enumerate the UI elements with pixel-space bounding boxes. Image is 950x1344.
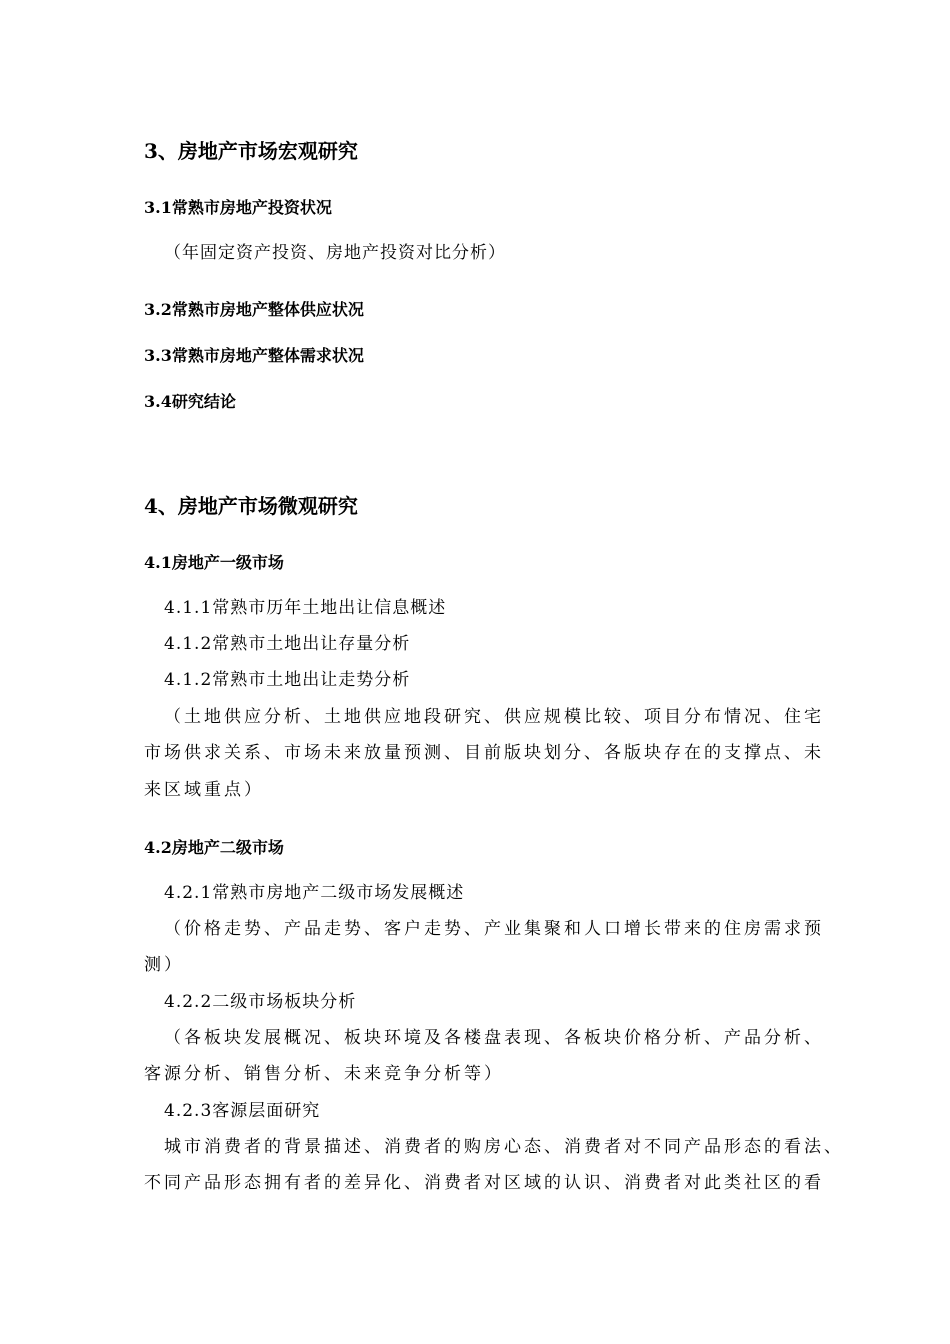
section-4-1-note-line-2: 市场供求关系、市场未来放量预测、目前版块划分、各版块存在的支撑点、未 bbox=[144, 743, 824, 763]
section-4-2-1-item: 4.2.1常熟市房地产二级市场发展概述 bbox=[164, 883, 465, 903]
section-4-2-1-note-line-1: （价格走势、产品走势、客户走势、产业集聚和人口增长带来的住房需求预 bbox=[164, 919, 824, 939]
section-3-2-heading: 3.2常熟市房地产整体供应状况 bbox=[144, 300, 364, 319]
section-4-2-3-text-line-2: 不同产品形态拥有者的差异化、消费者对区域的认识、消费者对此类社区的看 bbox=[144, 1173, 824, 1193]
section-4-1-note-line-1: （土地供应分析、土地供应地段研究、供应规模比较、项目分布情况、住宅 bbox=[164, 707, 824, 727]
section-4-2-2-item: 4.2.2二级市场板块分析 bbox=[164, 992, 357, 1012]
section-4-2-2-note-line-1: （各板块发展概况、板块环境及各楼盘表现、各板块价格分析、产品分析、 bbox=[164, 1028, 824, 1048]
section-3-4-heading: 3.4研究结论 bbox=[144, 392, 236, 411]
section-4-2-heading: 4.2房地产二级市场 bbox=[144, 838, 284, 857]
section-3-1-note: （年固定资产投资、房地产投资对比分析） bbox=[164, 243, 506, 263]
section-4-2-2-note-line-2: 客源分析、销售分析、未来竞争分析等） bbox=[144, 1064, 504, 1084]
section-4-1-1-item: 4.1.1常熟市历年土地出让信息概述 bbox=[164, 598, 447, 618]
section-3-title: 3、房地产市场宏观研究 bbox=[144, 139, 358, 163]
section-3-3-heading: 3.3常熟市房地产整体需求状况 bbox=[144, 346, 364, 365]
section-4-1-2b-item: 4.1.2常熟市土地出让走势分析 bbox=[164, 670, 411, 690]
section-4-title: 4、房地产市场微观研究 bbox=[144, 494, 358, 518]
section-4-1-2-item: 4.1.2常熟市土地出让存量分析 bbox=[164, 634, 411, 654]
section-4-1-heading: 4.1房地产一级市场 bbox=[144, 553, 284, 572]
section-4-2-3-text-line-1: 城市消费者的背景描述、消费者的购房心态、消费者对不同产品形态的看法、 bbox=[164, 1137, 844, 1157]
section-4-2-1-note-line-2: 测） bbox=[144, 955, 184, 975]
section-4-1-note-line-3: 来区域重点） bbox=[144, 780, 264, 800]
section-3-1-heading: 3.1常熟市房地产投资状况 bbox=[144, 198, 332, 217]
section-4-2-3-item: 4.2.3客源层面研究 bbox=[164, 1101, 321, 1121]
